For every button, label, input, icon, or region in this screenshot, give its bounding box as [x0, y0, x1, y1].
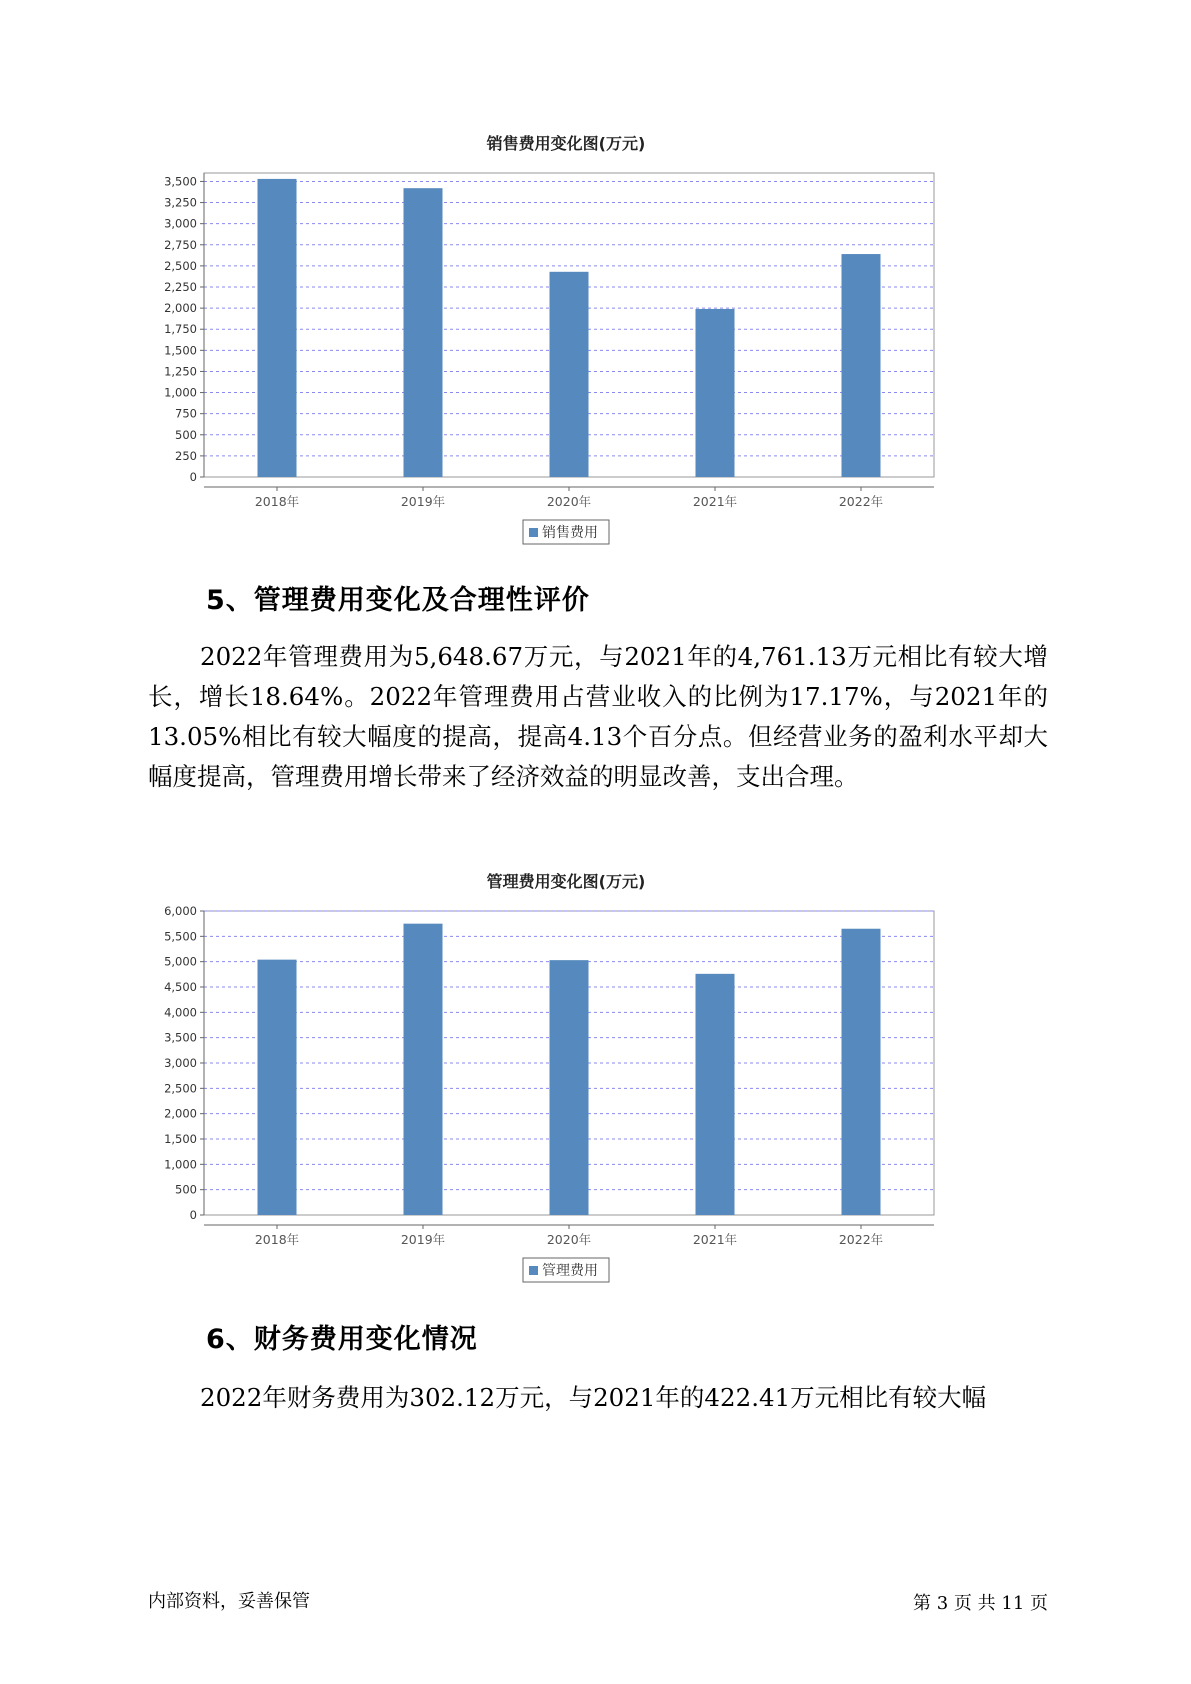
y-tick-label: 750 — [175, 406, 197, 421]
section-5-text: 2022年管理费用为5,648.67万元，与2021年的4,761.13万元相比有较大增长，增长18.64%。2022年管理费用占营业收入的比例为17.17%，与2021年的13.05%相比有较大幅度的提高，提高4.13个百分点。但经营业务的盈利水平却大幅度提高，管理费用增长带来了经济效益的明显改善，支出合理。 — [148, 642, 1048, 791]
x-tick-label: 2022年 — [838, 494, 884, 509]
x-tick-label: 2018年 — [254, 1232, 300, 1247]
y-tick-label: 2,500 — [164, 1081, 197, 1096]
y-tick-label: 3,000 — [164, 216, 197, 231]
y-tick-label: 2,000 — [164, 1106, 197, 1121]
bar — [696, 309, 735, 477]
y-tick-label: 1,000 — [164, 1157, 197, 1172]
y-tick-label: 5,000 — [164, 954, 197, 969]
y-tick-label: 1,750 — [164, 322, 197, 337]
y-tick-label: 250 — [175, 448, 197, 463]
bar — [842, 254, 881, 477]
bar — [258, 960, 297, 1215]
x-tick-label: 2020年 — [546, 494, 592, 509]
sales-expense-chart-svg — [150, 125, 1030, 565]
y-tick-label: 3,500 — [164, 174, 197, 189]
bar — [404, 188, 443, 477]
y-tick-label: 4,000 — [164, 1005, 197, 1020]
chart-title: 管理费用变化图(万元) — [486, 872, 646, 891]
y-tick-label: 500 — [175, 1182, 197, 1197]
x-tick-label: 2020年 — [546, 1232, 592, 1247]
chart-title: 销售费用变化图(万元) — [486, 134, 646, 153]
section-6-paragraph — [148, 1378, 1048, 1418]
y-tick-label: 0 — [189, 470, 197, 484]
bar — [550, 272, 589, 477]
bar — [404, 924, 443, 1215]
y-tick-label: 6,000 — [164, 904, 197, 918]
y-tick-label: 2,500 — [164, 258, 197, 273]
x-tick-label: 2022年 — [838, 1232, 884, 1247]
bar — [842, 929, 881, 1215]
section-5-heading: 5、管理费用变化及合理性评价 — [206, 585, 590, 616]
legend-label: 销售费用 — [542, 525, 598, 541]
bar — [550, 960, 589, 1215]
y-tick-label: 3,500 — [164, 1030, 197, 1045]
legend-swatch — [529, 528, 538, 537]
footer-page-number: 第 3 页 共 11 页 — [913, 1593, 1048, 1614]
legend-swatch — [529, 1266, 538, 1275]
y-tick-label: 5,500 — [164, 929, 197, 944]
y-tick-label: 1,500 — [164, 1132, 197, 1146]
y-tick-label: 3,250 — [164, 195, 197, 210]
x-tick-label: 2018年 — [254, 494, 300, 509]
y-tick-label: 2,750 — [164, 237, 197, 252]
y-tick-label: 2,250 — [164, 280, 197, 294]
x-tick-label: 2019年 — [400, 494, 446, 509]
section-5-paragraph — [148, 637, 1048, 797]
y-tick-label: 0 — [189, 1208, 197, 1222]
x-tick-label: 2019年 — [400, 1232, 446, 1247]
y-tick-label: 1,250 — [164, 364, 197, 379]
x-tick-label: 2021年 — [692, 494, 738, 509]
y-tick-label: 1,500 — [164, 343, 197, 358]
y-tick-label: 1,000 — [164, 385, 197, 400]
legend-label: 管理费用 — [542, 1263, 598, 1279]
sales-expense-chart — [150, 125, 1030, 565]
y-tick-label: 2,000 — [164, 301, 197, 316]
section-6-heading: 6、财务费用变化情况 — [206, 1324, 478, 1355]
y-tick-label: 4,500 — [164, 980, 197, 994]
y-tick-label: 3,000 — [164, 1056, 197, 1070]
admin-expense-chart-svg — [150, 863, 1030, 1303]
bar — [696, 974, 735, 1215]
x-tick-label: 2021年 — [692, 1232, 738, 1247]
admin-expense-chart — [150, 863, 1030, 1303]
footer-confidential: 内部资料，妥善保管 — [148, 1591, 310, 1612]
section-6-text: 2022年财务费用为302.12万元，与2021年的422.41万元相比有较大幅 — [200, 1383, 987, 1412]
bar — [258, 179, 297, 477]
y-tick-label: 500 — [175, 427, 197, 442]
